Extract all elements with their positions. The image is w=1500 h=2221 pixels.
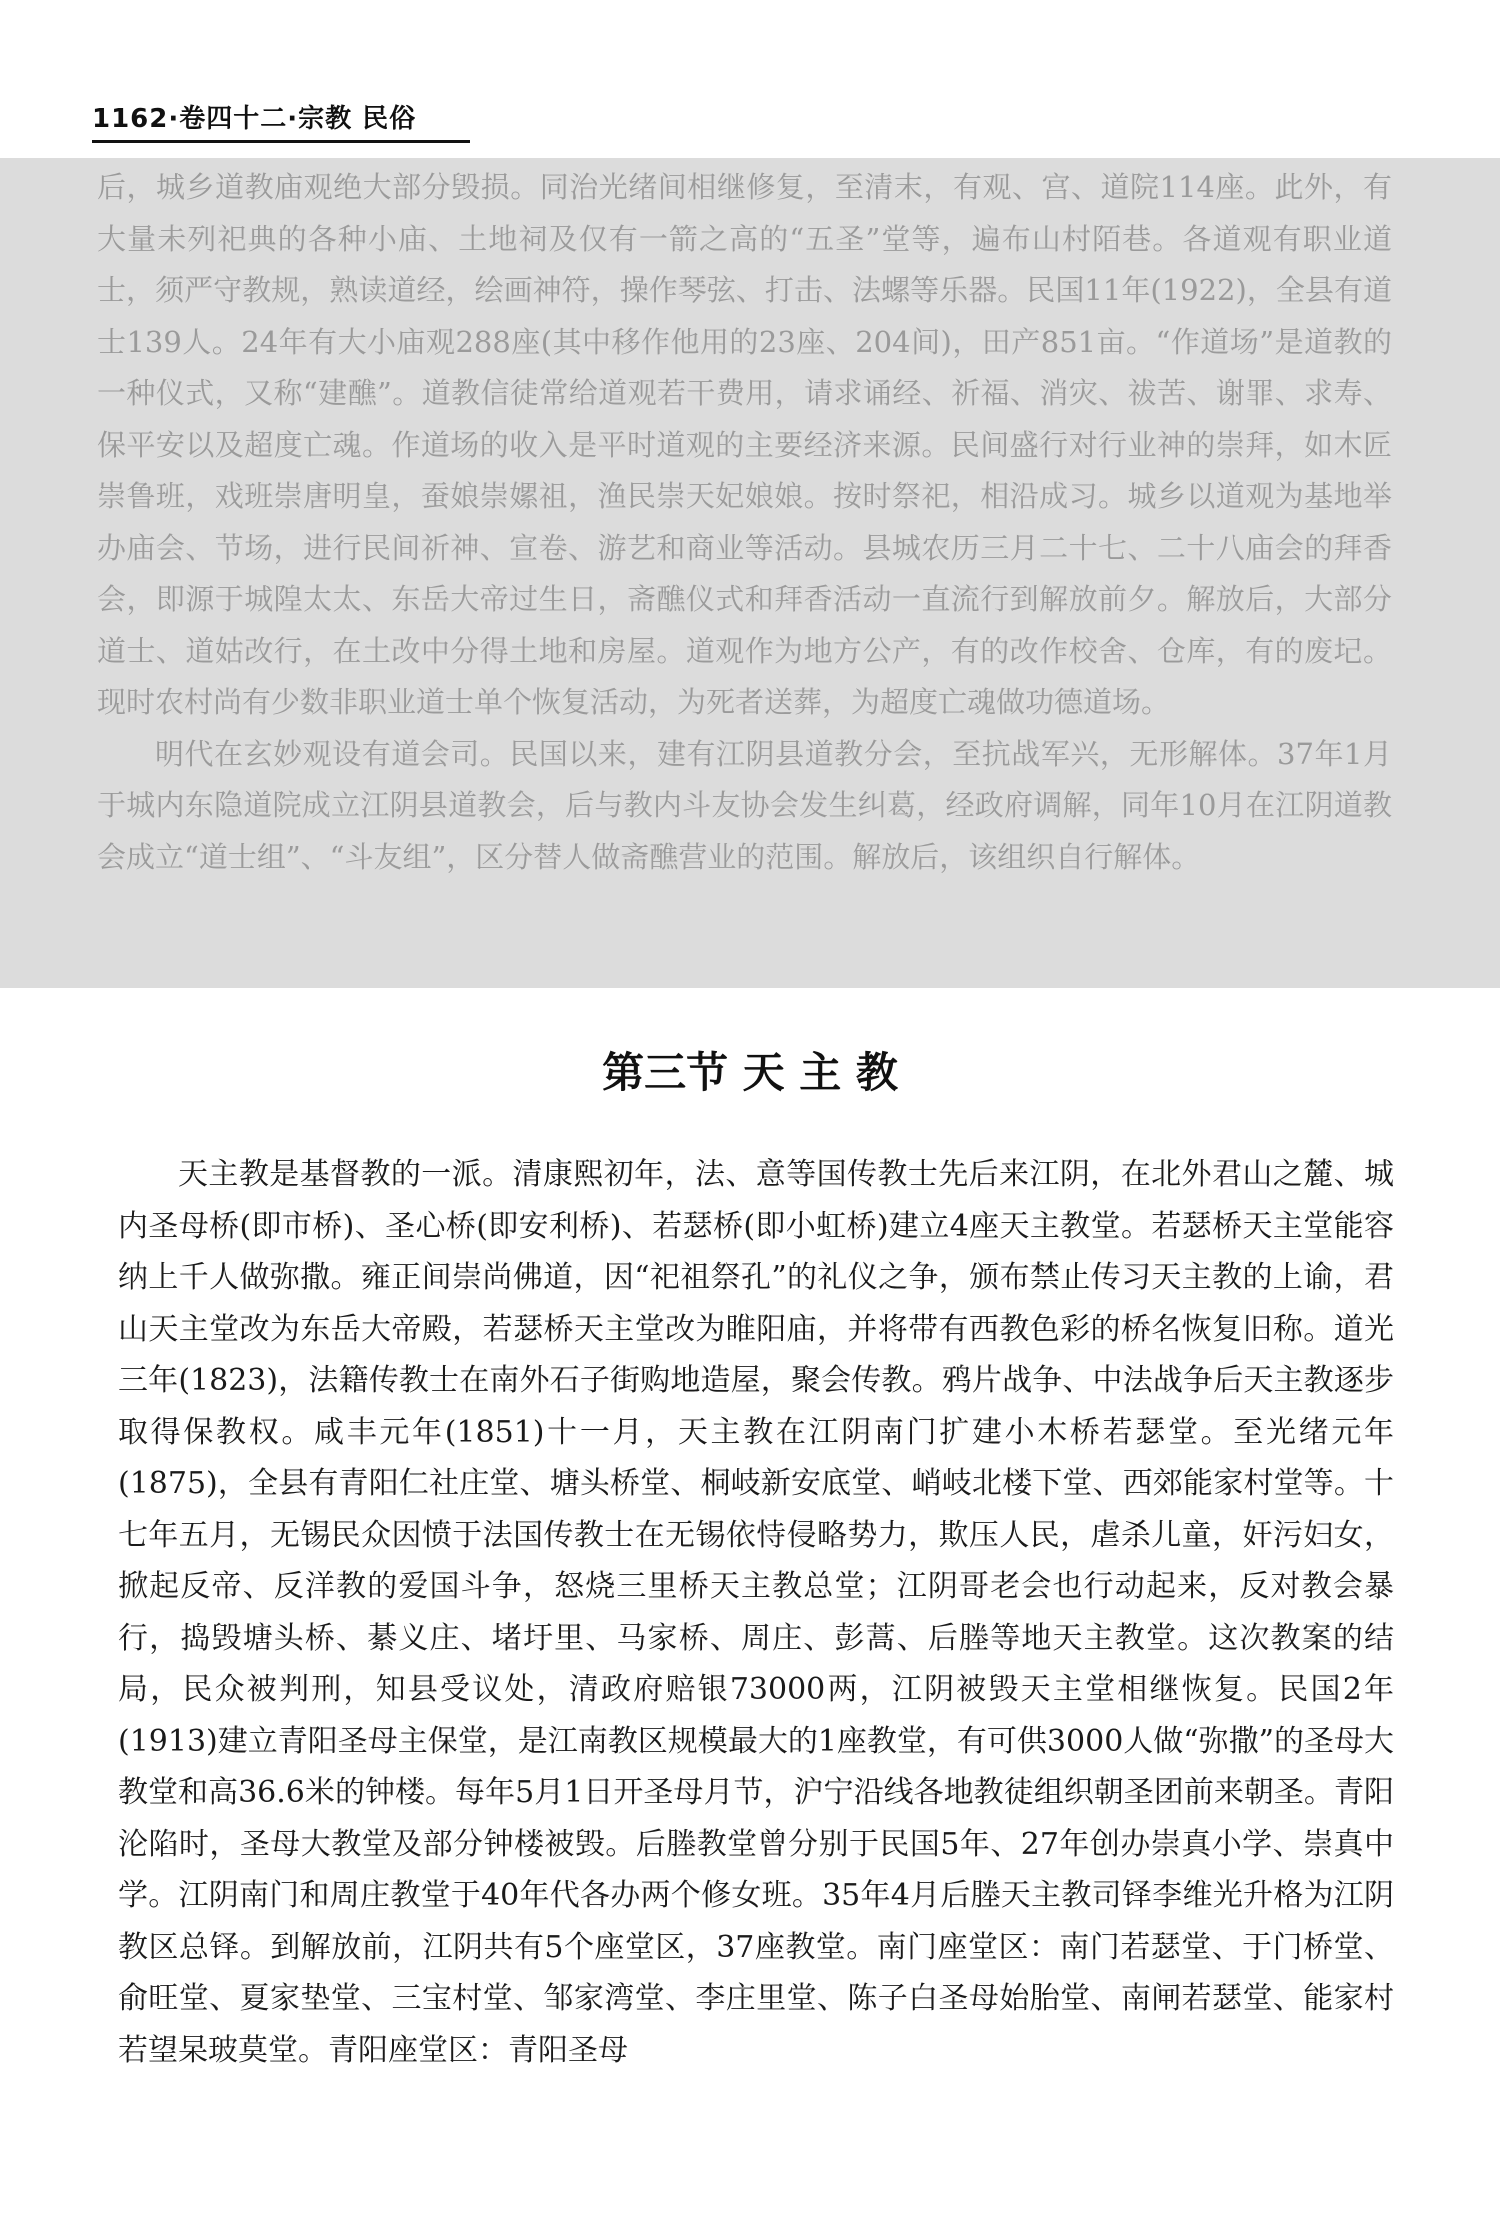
header-rule	[92, 140, 470, 143]
main-paragraph-1: 天主教是基督教的一派。清康熙初年，法、意等国传教士先后来江阴，在北外君山之麓、城内圣母桥(即市桥)、圣心桥(即安利桥)、若瑟桥(即小虹桥)建立4座天主教堂。若瑟桥天主堂能容纳上千人做弥撒。雍正间崇尚佛道，因“祀祖祭孔”的礼仪之争，颁布禁止传习天主教的上谕，君山天主堂改为东岳大帝殿，若瑟桥天主堂改为睢阳庙，并将带有西教色彩的桥名恢复旧称。道光三年(1823)，法籍传教士在南外石子街购地造屋，聚会传教。鸦片战争、中法战争后天主教逐步取得保教权。咸丰元年(1851)十一月，天主教在江阴南门扩建小木桥若瑟堂。至光绪元年(1875)，全县有青阳仁社庄堂、塘头桥堂、桐岐新安底堂、峭岐北楼下堂、西郊能家村堂等。十七年五月，无锡民众因愤于法国传教士在无锡依恃侵略势力，欺压人民，虐杀儿童，奸污妇女，掀起反帝、反洋教的爱国斗争，怒烧三里桥天主教总堂；江阴哥老会也行动起来，反对教会暴行，捣毁塘头桥、綦义庄、堵圩里、马家桥、周庄、彭蒿、后塍等地天主教堂。这次教案的结局，民众被判刑，知县受议处，清政府赔银73000两，江阴被毁天主堂相继恢复。民国2年(1913)建立青阳圣母主保堂，是江南教区规模最大的1座教堂，有可供3000人做“弥撒”的圣母大教堂和高36.6米的钟楼。每年5月1日开圣母月节，沪宁沿线各地教徒组织朝圣团前来朝圣。青阳沦陷时，圣母大教堂及部分钟楼被毁。后塍教堂曾分别于民国5年、27年创办崇真小学、崇真中学。江阴南门和周庄教堂于40年代各办两个修女班。35年4月后塍天主教司铎李维光升格为江阴教区总铎。到解放前，江阴共有5个座堂区，37座教堂。南门座堂区：南门若瑟堂、于门桥堂、俞旺堂、夏家垫堂、三宝村堂、邹家湾堂、李庄里堂、陈子白圣母始胎堂、南闸若瑟堂、能家村若望杲玻莫堂。青阳座堂区：青阳圣母	[118, 1157, 1394, 2068]
main-text-block	[118, 1149, 1394, 2076]
shaded-paragraph-2: 明代在玄妙观设有道会司。民国以来，建有江阴县道教分会，至抗战军兴，无形解体。37年1月于城内东隐道院成立江阴县道教会，后与教内斗友协会发生纠葛，经政府调解，同年10月在江阴道教会成立“道士组”、“斗友组”，区分替人做斋醮营业的范围。解放后，该组织自行解体。	[97, 736, 1392, 874]
shaded-text-block	[97, 162, 1392, 883]
page-header: 1162·卷四十二·宗教 民俗	[92, 104, 417, 134]
section-title: 第三节 天 主 教	[602, 1048, 898, 1097]
shaded-paragraph-1: 后，城乡道教庙观绝大部分毁损。同治光绪间相继修复，至清末，有观、宫、道院114座。此外，有大量未列祀典的各种小庙、土地祠及仅有一箭之高的“五圣”堂等，遍布山村陌巷。各道观有职业道士，须严守教规，熟读道经，绘画神符，操作琴弦、打击、法螺等乐器。民国11年(1922)，全县有道士139人。24年有大小庙观288座(其中移作他用的23座、204间)，田产851亩。“作道场”是道教的一种仪式，又称“建醮”。道教信徒常给道观若干费用，请求诵经、祈福、消灾、祓苦、谢罪、求寿、保平安以及超度亡魂。作道场的收入是平时道观的主要经济来源。民间盛行对行业神的崇拜，如木匠崇鲁班，戏班崇唐明皇，蚕娘崇嫘祖，渔民崇天妃娘娘。按时祭祀，相沿成习。城乡以道观为基地举办庙会、节场，进行民间祈神、宣卷、游艺和商业等活动。县城农历三月二十七、二十八庙会的拜香会，即源于城隍太太、东岳大帝过生日，斋醮仪式和拜香活动一直流行到解放前夕。解放后，大部分道士、道姑改行，在土改中分得土地和房屋。道观作为地方公产，有的改作校舍、仓库，有的废圮。现时农村尚有少数非职业道士单个恢复活动，为死者送葬，为超度亡魂做功德道场。	[97, 170, 1392, 719]
